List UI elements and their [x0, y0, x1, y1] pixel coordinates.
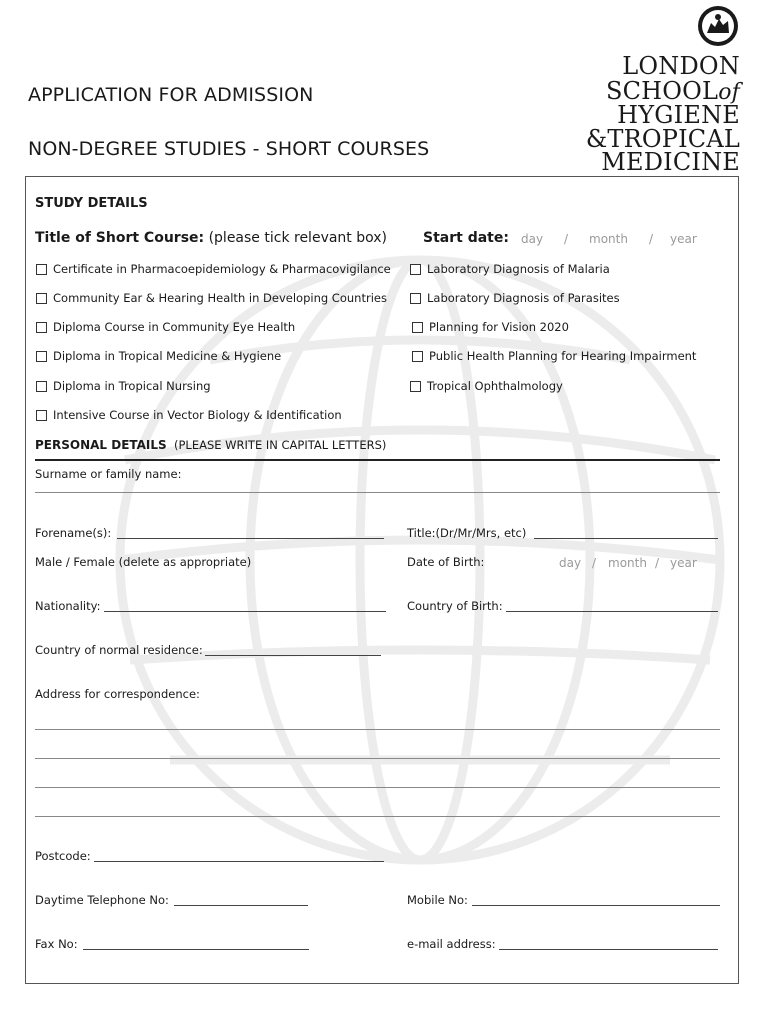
checkbox[interactable] — [36, 381, 47, 392]
checkbox[interactable] — [410, 293, 421, 304]
surname-label: Surname or family name: — [35, 467, 182, 481]
checkbox[interactable] — [412, 322, 423, 333]
mobile-line[interactable] — [472, 905, 720, 906]
checkbox[interactable] — [410, 264, 421, 275]
form-title: APPLICATION FOR ADMISSION — [28, 84, 314, 106]
course-option[interactable] — [410, 379, 563, 393]
dob-day-hint[interactable]: day — [559, 556, 582, 570]
course-option[interactable] — [36, 291, 387, 305]
start-slash-1: / — [564, 232, 569, 246]
address-line-1[interactable] — [35, 729, 720, 730]
mobile-label: Mobile No: — [407, 893, 468, 907]
nationality-line[interactable] — [104, 611, 386, 612]
postcode-label: Postcode: — [35, 849, 91, 863]
school-crest-icon — [697, 5, 739, 47]
course-option[interactable] — [36, 379, 211, 393]
course-label: Planning for Vision 2020 — [429, 320, 569, 334]
country-residence-label: Country of normal residence: — [35, 643, 203, 657]
course-option[interactable] — [412, 320, 569, 334]
course-option[interactable] — [36, 320, 295, 334]
course-option[interactable] — [410, 262, 610, 276]
forename-line[interactable] — [117, 538, 384, 539]
nationality-label: Nationality: — [35, 599, 101, 613]
daytime-phone-line[interactable] — [174, 905, 308, 906]
course-label: Tropical Ophthalmology — [427, 379, 563, 393]
personal-details-title: PERSONAL DETAILS (PLEASE WRITE IN CAPITAL LETTERS) — [35, 438, 387, 452]
start-date-label: Start date: — [423, 230, 509, 246]
email-line[interactable] — [499, 949, 718, 950]
checkbox[interactable] — [36, 293, 47, 304]
section-divider — [35, 459, 720, 461]
course-option[interactable] — [412, 349, 696, 363]
course-label: Laboratory Diagnosis of Parasites — [427, 291, 620, 305]
checkbox[interactable] — [36, 322, 47, 333]
country-residence-line[interactable] — [205, 655, 381, 656]
course-label: Intensive Course in Vector Biology & Identification — [53, 408, 342, 422]
postcode-line[interactable] — [94, 861, 384, 862]
checkbox[interactable] — [36, 410, 47, 421]
fax-line[interactable] — [83, 949, 309, 950]
gender-label: Male / Female (delete as appropriate) — [35, 555, 252, 569]
course-label: Diploma Course in Community Eye Health — [53, 320, 296, 334]
checkbox[interactable] — [412, 351, 423, 362]
dob-label: Date of Birth: — [407, 555, 485, 569]
form-subtitle: NON-DEGREE STUDIES - SHORT COURSES — [28, 138, 430, 160]
fax-label: Fax No: — [35, 937, 78, 951]
course-label: Public Health Planning for Hearing Impairment — [429, 349, 697, 363]
logo-line-3: HYGIENE — [617, 101, 740, 129]
daytime-phone-label: Daytime Telephone No: — [35, 893, 169, 907]
start-slash-2: / — [649, 232, 654, 246]
start-month-hint[interactable]: month — [589, 232, 628, 246]
checkbox[interactable] — [36, 264, 47, 275]
forename-label: Forename(s): — [35, 526, 112, 540]
country-birth-label: Country of Birth: — [407, 599, 503, 613]
dob-slash-2: / — [655, 556, 660, 570]
start-day-hint[interactable]: day — [521, 232, 544, 246]
course-option[interactable] — [36, 262, 391, 276]
logo-line-5: MEDICINE — [601, 148, 740, 176]
course-option[interactable] — [36, 349, 281, 363]
course-label: Certificate in Pharmacoepidemiology & Pharmacovigilance — [53, 262, 391, 276]
logo-line-4: &TROPICAL — [585, 125, 740, 153]
course-label: Diploma in Tropical Nursing — [53, 379, 211, 393]
course-label: Diploma in Tropical Medicine & Hygiene — [53, 349, 282, 363]
country-birth-line[interactable] — [506, 611, 718, 612]
logo-line-2: SCHOOLof — [605, 77, 740, 105]
dob-month-hint[interactable]: month — [608, 556, 647, 570]
course-title-label: Title of Short Course: (please tick relevant box) — [35, 230, 388, 246]
dob-year-hint[interactable]: year — [670, 556, 697, 570]
course-option[interactable] — [410, 291, 620, 305]
address-line-4[interactable] — [35, 816, 720, 817]
checkbox[interactable] — [36, 351, 47, 362]
course-label: Laboratory Diagnosis of Malaria — [427, 262, 610, 276]
email-label: e-mail address: — [407, 937, 496, 951]
address-line-2[interactable] — [35, 758, 720, 759]
course-option[interactable] — [36, 408, 342, 422]
start-year-hint[interactable]: year — [670, 232, 697, 246]
dob-slash-1: / — [592, 556, 597, 570]
address-line-3[interactable] — [35, 787, 720, 788]
title-label: Title:(Dr/Mr/Mrs, etc) — [407, 526, 527, 540]
surname-line[interactable] — [35, 492, 720, 493]
title-line[interactable] — [534, 538, 718, 539]
logo-line-1: LONDON — [622, 52, 740, 80]
checkbox[interactable] — [410, 381, 421, 392]
course-label: Community Ear & Hearing Health in Developing Countries — [53, 291, 387, 305]
study-details-title: STUDY DETAILS — [35, 196, 148, 211]
address-label: Address for correspondence: — [35, 687, 200, 701]
